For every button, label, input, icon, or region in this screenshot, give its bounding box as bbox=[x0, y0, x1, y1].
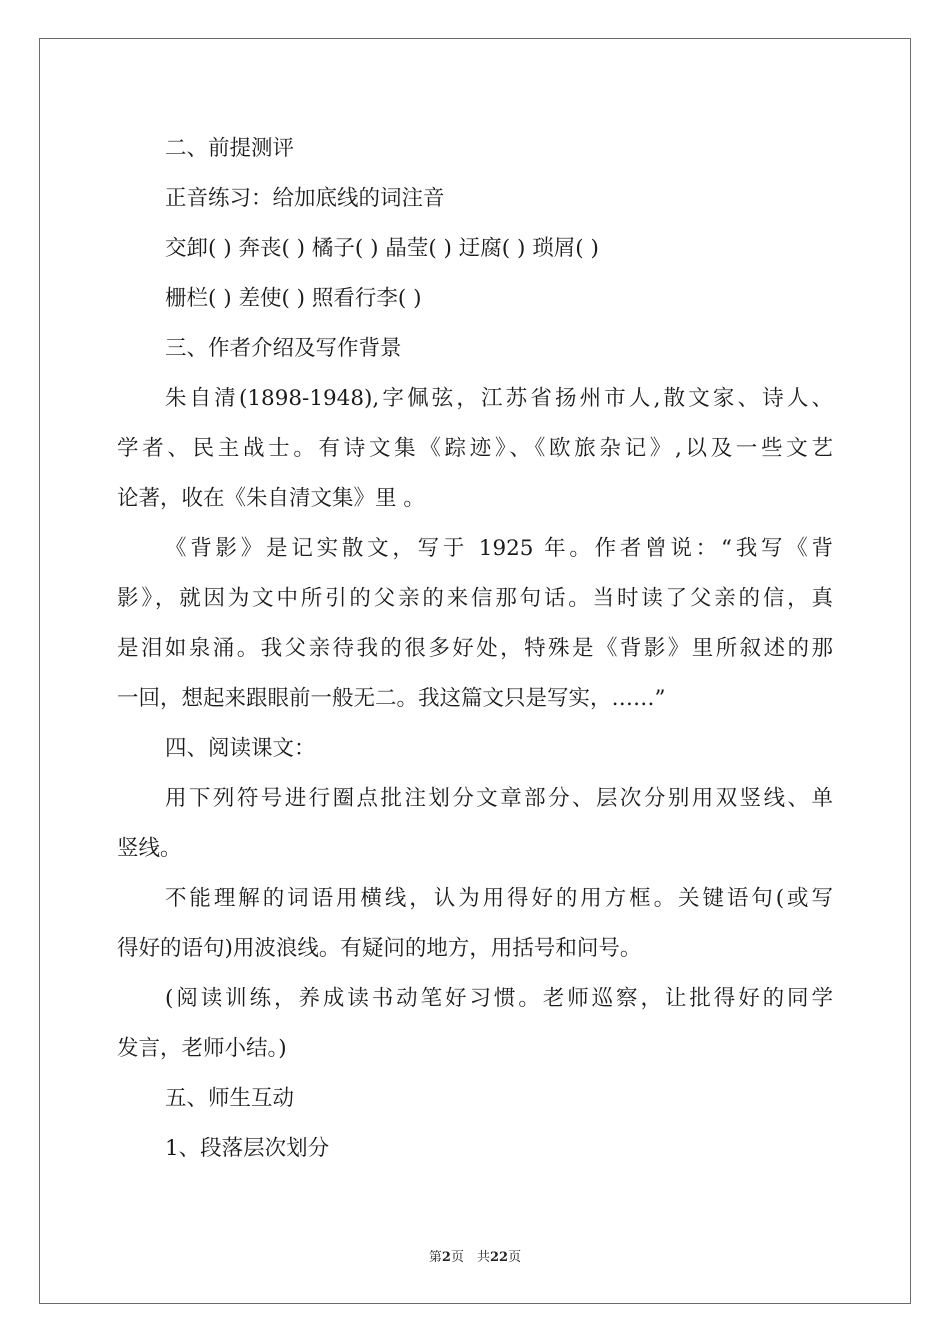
training-paragraph-line-2: 发言，老师小结。) bbox=[117, 1036, 287, 1061]
background-paragraph-line-2: 影》，就因为文中所引的父亲的来信那句话。当时读了父亲的信，真 bbox=[117, 586, 833, 611]
training-paragraph-line-1: (阅读训练，养成读书动笔好习惯。老师巡察，让批得好的同学 bbox=[165, 986, 833, 1011]
marking-paragraph-line-1: 不能理解的词语用横线，认为用得好的用方框。关键语句(或写 bbox=[165, 886, 833, 911]
pronunciation-words-1: 交卸( ) 奔丧( ) 橘子( ) 晶莹( ) 迂腐( ) 琐屑( ) bbox=[165, 236, 599, 261]
author-paragraph-line-2: 学者、民主战士。有诗文集《踪迹》、《欧旅杂记》,以及一些文艺 bbox=[117, 436, 833, 461]
footer-page-number: 2 bbox=[441, 1250, 451, 1265]
footer-mid: 页 共 bbox=[450, 1250, 490, 1265]
pronunciation-words-2: 栅栏( ) 差使( ) 照看行李( ) bbox=[165, 286, 422, 311]
page-footer bbox=[0, 1246, 950, 1265]
background-paragraph-line-1: 《背影》是记实散文，写于 1925 年。作者曾说：“我写《背 bbox=[165, 536, 833, 561]
heading-read-text: 四、阅读课文： bbox=[165, 736, 316, 761]
footer-prefix: 第 bbox=[428, 1250, 442, 1265]
background-paragraph-line-4: 一回，想起来跟眼前一般无二。我这篇文只是写实，……” bbox=[117, 686, 666, 711]
background-paragraph-line-3: 是泪如泉涌。我父亲待我的很多好处，特殊是《背影》里所叙述的那 bbox=[117, 636, 833, 661]
symbols-paragraph-line-1: 用下列符号进行圈点批注划分文章部分、层次分别用双竖线、单 bbox=[165, 786, 833, 811]
heading-interaction: 五、师生互动 bbox=[165, 1086, 295, 1111]
footer-total-pages: 22 bbox=[489, 1250, 509, 1265]
author-paragraph-line-1: 朱自清(1898-1948),字佩弦，江苏省扬州市人,散文家、诗人、 bbox=[165, 386, 833, 411]
author-paragraph-line-3: 论著，收在《朱自清文集》里 。 bbox=[117, 486, 425, 511]
marking-paragraph-line-2: 得好的语句)用波浪线。有疑问的地方，用括号和问号。 bbox=[117, 936, 642, 961]
footer-suffix: 页 bbox=[508, 1250, 522, 1265]
page-border bbox=[39, 38, 911, 1304]
heading-premise-test: 二、前提测评 bbox=[165, 136, 295, 161]
subheading-paragraph-division: 1、段落层次划分 bbox=[165, 1136, 330, 1161]
pronunciation-instruction: 正音练习：给加底线的词注音 bbox=[165, 186, 445, 211]
heading-author-background: 三、作者介绍及写作背景 bbox=[165, 336, 402, 361]
symbols-paragraph-line-2: 竖线。 bbox=[117, 836, 182, 861]
